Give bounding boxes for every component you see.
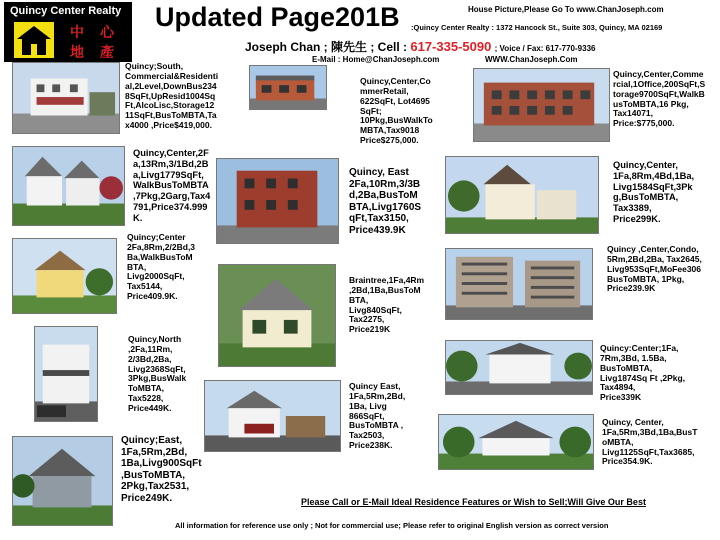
listing-photo bbox=[12, 62, 120, 134]
brand-cn-char: 心 bbox=[100, 25, 114, 41]
listing-description: Quincy;Center 2Fa,8Rm,2/2Bd,3 Ba,WalkBusToM BTA, Livg2000SqFt, Tax5144, Price409.9K. bbox=[127, 232, 196, 302]
agent-name: Joseph Chan ; 陳先生 ; Cell : bbox=[245, 40, 408, 54]
agent-line bbox=[245, 38, 595, 55]
listing-description: Quincy East, 1Fa,5Rm,2Bd, 1Ba, Livg 866SqFt, BusToMBTA , Tax2503, Price238K. bbox=[349, 381, 406, 451]
listing-description: Quincy,North ,2Fa,11Rm, 2/3Bd,2Ba, Livg2368SqFt, 3Pkg,BusWalk ToMBTA, Tax5228, Price449K. bbox=[128, 334, 187, 414]
brand-name: Quincy Center Realty bbox=[10, 5, 122, 17]
email-link[interactable]: E-Mail : Home@ChanJoseph.com bbox=[312, 55, 440, 64]
listing-description: Quincy,Center,Co mmerRetail, 622SqFt, Lot4695 SqFt; 10Pkg,BusWalkTo MBTA,Tax9018 Price$275,000. bbox=[360, 76, 433, 146]
listing-photo bbox=[12, 436, 113, 526]
listing-description: Quincy,Center,2F a,13Rm,3/1Bd,2B a,Livg1779SqFt, WalkBusToMBTA ,7Pkg,2Garg,Tax4 791,Price374.999 K. bbox=[133, 148, 211, 223]
listing-photo bbox=[12, 238, 117, 314]
brand-cn-char: 產 bbox=[100, 45, 114, 61]
cell-phone[interactable]: 617-335-5090 bbox=[410, 39, 492, 54]
house-picture-note: House Picture,Please Go To www.ChanJoseph.com bbox=[468, 5, 664, 14]
listing-photo bbox=[438, 414, 594, 470]
voice-fax: ; Voice / Fax: 617-770-9336 bbox=[494, 44, 596, 53]
disclaimer: All information for reference use only ; Not for commercial use; Please refer to original English version as correct version bbox=[175, 521, 609, 530]
listing-description: Quincy, East 2Fa,10Rm,3/3B d,2Ba,BusToM BTA,Livg1760S qFt,Tax3150, Price439.9K bbox=[349, 167, 422, 236]
listing-photo bbox=[34, 326, 98, 422]
page-title: Updated Page201B bbox=[155, 2, 400, 32]
house-icon bbox=[14, 22, 54, 58]
listing-description: Quincy, Center, 1Fa,5Rm,3Bd,1Ba,BusT oMBTA, Livg1125SqFt,Tax3685, Price354.9K. bbox=[602, 417, 698, 467]
listing-photo bbox=[473, 68, 610, 142]
listing-photo bbox=[204, 380, 341, 452]
listing-photo bbox=[445, 248, 593, 320]
listing-photo bbox=[249, 65, 327, 110]
website-link[interactable]: WWW.ChanJoseph.Com bbox=[485, 55, 578, 64]
brand-cn-char: 地 bbox=[70, 45, 84, 61]
listing-description: Quincy;South, Commercial&Residenti al,2Level,DownBus234 8SqFt,UpResid1004Sq Ft,AlcoLisc,Storage12 11SqFt,BusToMBTA,Ta x4000 ,Price$419,000. bbox=[125, 61, 219, 131]
listing-photo bbox=[12, 146, 125, 226]
listing-photo bbox=[218, 264, 336, 367]
brand-cn-char: 中 bbox=[70, 25, 84, 41]
brand-block bbox=[4, 2, 132, 62]
call-to-action: Please Call or E-Mail Ideal Residence Features or Wish to Sell;Will Give Our Best bbox=[301, 497, 646, 507]
listing-description: Quincy,Center,Comme rcial,1Office,200SqFt,S torage9700SqFt,WalkB usToMBTA,16 Pkg, Tax14071, Price:$775,000. bbox=[613, 69, 706, 129]
listing-description: Quincy ,Center,Condo, 5Rm,2Bd,2Ba, Tax2645, Livg953SqFt,MoFee306 BusToMBTA, 1Pkg, Price239.9K bbox=[607, 244, 702, 294]
listing-photo bbox=[216, 158, 339, 244]
listing-photo bbox=[445, 156, 599, 234]
office-address: :Quincy Center Realty : 1372 Hancock St., Suite 303, Quincy, MA 02169 bbox=[411, 23, 663, 32]
listing-description: Braintree,1Fa,4Rm ,2Bd,1Ba,BusToM BTA, Livg840SqFt, Tax2275, Price219K bbox=[349, 275, 425, 335]
listing-description: Quincy:Center;1Fa, 7Rm,3Bd, 1.5Ba, BusToMBTA, Livg1874Sq Ft ,2Pkg, Tax4894, Price339K bbox=[600, 343, 686, 403]
listing-description: Quincy,Center, 1Fa,8Rm,4Bd,1Ba, Livg1584SqFt,3Pk g,BusToMBTA, Tax3389, Price299K. bbox=[613, 160, 695, 224]
listing-photo bbox=[445, 340, 593, 395]
listing-description: Quincy;East, 1Fa,5Rm,2Bd, 1Ba,Livg900SqFt ,BusToMBTA, 2Pkg,Tax2531, Price249K. bbox=[121, 435, 202, 504]
